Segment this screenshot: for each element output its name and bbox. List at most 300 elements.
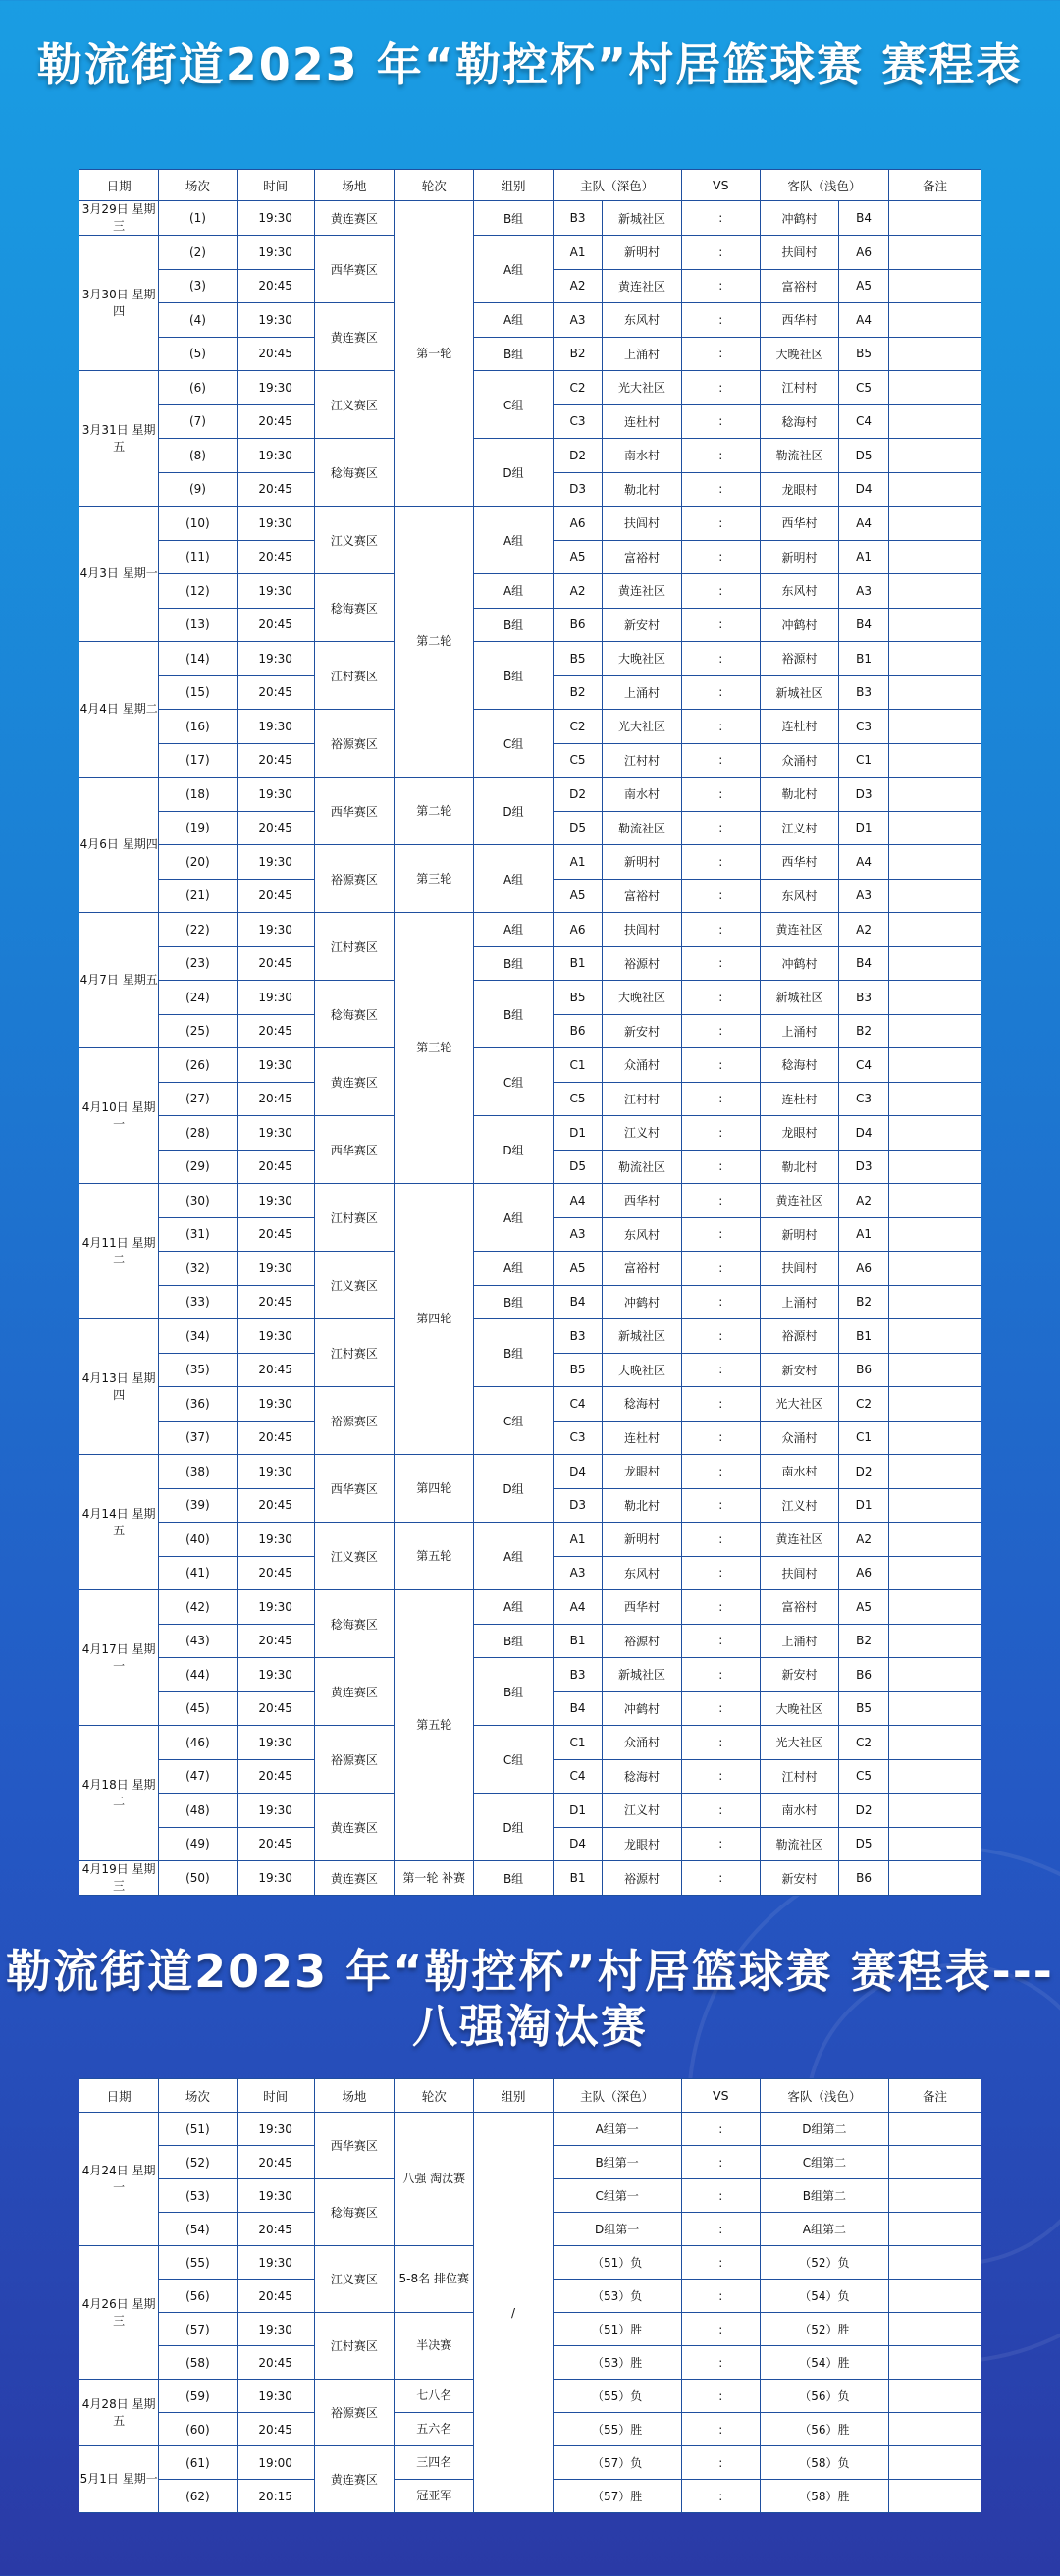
home-team: （51）负	[553, 2246, 681, 2280]
away-team-code: C4	[839, 1048, 889, 1083]
round-cell: 三四名	[395, 2446, 474, 2480]
remarks-cell	[888, 2313, 980, 2346]
col-header-home: 主队（深色）	[553, 2079, 681, 2113]
away-team-name: 裕源村	[760, 1319, 838, 1354]
match-time: 19:30	[237, 371, 314, 405]
away-team-name: 勒北村	[760, 1150, 838, 1184]
home-team-name: 裕源村	[603, 946, 681, 981]
home-team-name: 西华村	[603, 1590, 681, 1625]
match-number: (7)	[159, 404, 237, 439]
match-time: 19:30	[237, 2313, 314, 2346]
away-team-code: C5	[839, 371, 889, 405]
home-team-code: B2	[553, 337, 603, 371]
group-cell: C组	[474, 1726, 553, 1794]
remarks-cell	[888, 574, 980, 609]
match-number: (22)	[159, 913, 237, 947]
home-team-code: D4	[553, 1827, 603, 1861]
away-team-name: 西华村	[760, 303, 838, 338]
vs-separator: :	[681, 2213, 760, 2246]
vs-separator: :	[681, 201, 760, 236]
group-cell: D组	[474, 1116, 553, 1184]
page-title: 勒流街道2023 年“勒控杯”村居篮球赛 赛程表	[36, 38, 1024, 91]
home-team-name: 新安村	[603, 1014, 681, 1048]
table-row	[80, 1387, 981, 1422]
group-cell: B组	[474, 1319, 553, 1387]
col-header-time: 时间	[237, 170, 314, 201]
vs-separator: :	[681, 1556, 760, 1590]
table-row	[80, 1048, 981, 1083]
knockout-title: 勒流街道2023 年“勒控杯”村居篮球赛 赛程表---八强淘汰赛	[6, 1945, 1054, 2053]
remarks-cell	[888, 1116, 980, 1151]
match-time: 20:45	[237, 1759, 314, 1794]
table-row	[80, 337, 981, 371]
col-header-remarks: 备注	[888, 2079, 980, 2113]
venue-cell: 稔海赛区	[314, 981, 394, 1048]
col-header-round: 轮次	[395, 170, 474, 201]
match-time: 19:30	[237, 574, 314, 609]
remarks-cell	[888, 1827, 980, 1861]
remarks-cell	[888, 1726, 980, 1760]
away-team-name: 西华村	[760, 845, 838, 880]
home-team-name: 上涌村	[603, 675, 681, 710]
vs-separator: :	[681, 913, 760, 947]
away-team-name: 黄连社区	[760, 1184, 838, 1218]
group-cell: B组	[474, 1861, 553, 1896]
remarks-cell	[888, 879, 980, 913]
remarks-cell	[888, 439, 980, 473]
away-team-name: 勒北村	[760, 778, 838, 812]
vs-separator: :	[681, 1658, 760, 1692]
remarks-cell	[888, 2413, 980, 2446]
match-time: 19:30	[237, 1387, 314, 1422]
home-team-name: 扶闾村	[603, 507, 681, 541]
table-row	[80, 1319, 981, 1354]
home-team-name: 新明村	[603, 845, 681, 880]
group-cell: B组	[474, 201, 553, 236]
venue-cell: 西华赛区	[314, 2113, 394, 2179]
match-number: (40)	[159, 1523, 237, 1557]
away-team-name: 连杜村	[760, 1082, 838, 1116]
away-team-name: 西华村	[760, 507, 838, 541]
match-time: 19:30	[237, 439, 314, 473]
away-team-code: D4	[839, 472, 889, 507]
date-cell: 4月26日 星期三	[80, 2246, 159, 2380]
match-time: 19:30	[237, 1184, 314, 1218]
venue-cell: 江义赛区	[314, 2246, 394, 2313]
group-cell: B组	[474, 981, 553, 1048]
match-time: 19:30	[237, 1523, 314, 1557]
table-row	[80, 2113, 981, 2146]
home-team: （57）胜	[553, 2480, 681, 2513]
remarks-cell	[888, 1759, 980, 1794]
match-number: (43)	[159, 1624, 237, 1658]
match-time: 20:45	[237, 2280, 314, 2313]
venue-cell: 黄连赛区	[314, 2446, 394, 2513]
group-cell: D组	[474, 1455, 553, 1523]
away-team-name: 龙眼村	[760, 1116, 838, 1151]
vs-separator: :	[681, 1759, 760, 1794]
home-team-code: B6	[553, 608, 603, 642]
away-team-name: 新明村	[760, 540, 838, 574]
match-time: 20:45	[237, 337, 314, 371]
home-team-code: A4	[553, 1184, 603, 1218]
remarks-cell	[888, 2446, 980, 2480]
home-team-name: 勒北村	[603, 472, 681, 507]
vs-separator: :	[681, 642, 760, 676]
vs-separator: :	[681, 2179, 760, 2213]
vs-separator: :	[681, 2380, 760, 2413]
vs-separator: :	[681, 303, 760, 338]
match-number: (44)	[159, 1658, 237, 1692]
home-team-code: B6	[553, 1014, 603, 1048]
away-team-code: B5	[839, 1691, 889, 1726]
match-number: (20)	[159, 845, 237, 880]
home-team-name: 东风村	[603, 1217, 681, 1252]
home-team: D组第一	[553, 2213, 681, 2246]
home-team-code: B5	[553, 1353, 603, 1387]
match-number: (36)	[159, 1387, 237, 1422]
match-time: 20:45	[237, 2146, 314, 2179]
col-header-away: 客队（浅色）	[760, 170, 888, 201]
match-time: 19:30	[237, 2113, 314, 2146]
away-team-name: 扶闾村	[760, 1556, 838, 1590]
match-number: (10)	[159, 507, 237, 541]
remarks-cell	[888, 1252, 980, 1286]
home-team-name: 富裕村	[603, 879, 681, 913]
home-team-name: 冲鹤村	[603, 1691, 681, 1726]
remarks-cell	[888, 1014, 980, 1048]
away-team-name: 龙眼村	[760, 472, 838, 507]
home-team-name: 大晚社区	[603, 1353, 681, 1387]
match-time: 19:30	[237, 1319, 314, 1354]
home-team-name: 连杜村	[603, 404, 681, 439]
away-team-code: B5	[839, 337, 889, 371]
match-time: 19:30	[237, 981, 314, 1015]
home-team-name: 东风村	[603, 303, 681, 338]
table-row	[80, 371, 981, 405]
match-number: (6)	[159, 371, 237, 405]
home-team-name: 新城社区	[603, 201, 681, 236]
home-team-name: 南水村	[603, 439, 681, 473]
home-team-code: B5	[553, 642, 603, 676]
match-time: 19:30	[237, 2380, 314, 2413]
home-team-code: C4	[553, 1759, 603, 1794]
table-row	[80, 608, 981, 642]
group-stage-schedule-table	[79, 169, 981, 1896]
group-cell: B组	[474, 1285, 553, 1319]
match-time: 20:45	[237, 1353, 314, 1387]
vs-separator: :	[681, 2246, 760, 2280]
group-cell: C组	[474, 1387, 553, 1455]
home-team-name: 西华村	[603, 1184, 681, 1218]
col-header-date: 日期	[80, 170, 159, 201]
match-number: (17)	[159, 743, 237, 778]
vs-separator: :	[681, 675, 760, 710]
table-header-row	[80, 2079, 981, 2113]
remarks-cell	[888, 1048, 980, 1083]
date-cell: 4月19日 星期三	[80, 1861, 159, 1896]
away-team-code: C4	[839, 404, 889, 439]
away-team: D组第二	[760, 2113, 888, 2146]
round-cell: 第二轮	[395, 507, 474, 778]
match-time: 19:30	[237, 2179, 314, 2213]
away-team-code: A2	[839, 913, 889, 947]
away-team: （54）胜	[760, 2346, 888, 2380]
match-number: (37)	[159, 1421, 237, 1455]
col-header-vs: VS	[681, 2079, 760, 2113]
match-time: 20:45	[237, 1827, 314, 1861]
group-cell: B组	[474, 642, 553, 710]
home-team-name: 新安村	[603, 608, 681, 642]
table-row	[80, 710, 981, 744]
table-row	[80, 1726, 981, 1760]
match-number: (58)	[159, 2346, 237, 2380]
vs-separator: :	[681, 981, 760, 1015]
away-team-name: 上涌村	[760, 1285, 838, 1319]
remarks-cell	[888, 337, 980, 371]
away-team-code: B2	[839, 1285, 889, 1319]
remarks-cell	[888, 2179, 980, 2213]
remarks-cell	[888, 2280, 980, 2313]
venue-cell: 裕源赛区	[314, 710, 394, 778]
away-team-code: D3	[839, 1150, 889, 1184]
away-team-name: 东风村	[760, 879, 838, 913]
date-cell: 3月31日 星期五	[80, 371, 159, 507]
remarks-cell	[888, 946, 980, 981]
away-team-name: 新城社区	[760, 675, 838, 710]
remarks-cell	[888, 2346, 980, 2380]
match-time: 19:30	[237, 1794, 314, 1828]
away-team-code: A2	[839, 1184, 889, 1218]
away-team-name: 江村村	[760, 1759, 838, 1794]
home-team-code: A2	[553, 269, 603, 303]
home-team-code: B4	[553, 1285, 603, 1319]
away-team-code: A2	[839, 1523, 889, 1557]
vs-separator: :	[681, 2446, 760, 2480]
table-row	[80, 1794, 981, 1828]
group-cell: A组	[474, 845, 553, 913]
vs-separator: :	[681, 1861, 760, 1896]
home-team-name: 稔海村	[603, 1759, 681, 1794]
match-number: (35)	[159, 1353, 237, 1387]
match-number: (59)	[159, 2380, 237, 2413]
remarks-cell	[888, 1353, 980, 1387]
vs-separator: :	[681, 269, 760, 303]
venue-cell: 江义赛区	[314, 507, 394, 574]
match-time: 20:45	[237, 1421, 314, 1455]
table-row	[80, 201, 981, 236]
table-row	[80, 1184, 981, 1218]
match-number: (42)	[159, 1590, 237, 1625]
remarks-cell	[888, 1319, 980, 1354]
round-cell: 第四轮	[395, 1184, 474, 1455]
table-row	[80, 236, 981, 270]
away-team-name: 新安村	[760, 1861, 838, 1896]
round-cell: 第二轮	[395, 778, 474, 845]
date-cell: 3月29日 星期三	[80, 201, 159, 236]
vs-separator: :	[681, 472, 760, 507]
home-team-name: 江义村	[603, 1794, 681, 1828]
home-team-name: 大晚社区	[603, 981, 681, 1015]
match-number: (2)	[159, 236, 237, 270]
away-team-code: A6	[839, 1556, 889, 1590]
away-team-name: 黄连社区	[760, 1523, 838, 1557]
home-team-code: D2	[553, 778, 603, 812]
remarks-cell	[888, 2213, 980, 2246]
group-cell: A组	[474, 507, 553, 574]
vs-separator: :	[681, 1014, 760, 1048]
away-team: （58）胜	[760, 2480, 888, 2513]
remarks-cell	[888, 1285, 980, 1319]
remarks-cell	[888, 2246, 980, 2280]
away-team-name: 扶闾村	[760, 1252, 838, 1286]
date-cell: 4月28日 星期五	[80, 2380, 159, 2446]
vs-separator: :	[681, 2346, 760, 2380]
match-number: (12)	[159, 574, 237, 609]
vs-separator: :	[681, 1794, 760, 1828]
table-row	[80, 439, 981, 473]
round-cell: 第一轮 补赛	[395, 1861, 474, 1896]
home-team-code: C5	[553, 743, 603, 778]
home-team-name: 富裕村	[603, 1252, 681, 1286]
home-team-name: 众涌村	[603, 1048, 681, 1083]
venue-cell: 黄连赛区	[314, 1658, 394, 1726]
date-cell: 4月10日 星期一	[80, 1048, 159, 1184]
home-team-code: D5	[553, 1150, 603, 1184]
match-number: (18)	[159, 778, 237, 812]
remarks-cell	[888, 1523, 980, 1557]
home-team-code: A5	[553, 879, 603, 913]
match-time: 20:45	[237, 1217, 314, 1252]
home-team-code: D2	[553, 439, 603, 473]
remarks-cell	[888, 1794, 980, 1828]
match-number: (53)	[159, 2179, 237, 2213]
group-cell: B组	[474, 337, 553, 371]
vs-separator: :	[681, 811, 760, 845]
match-number: (16)	[159, 710, 237, 744]
date-cell: 4月17日 星期一	[80, 1590, 159, 1726]
match-time: 20:45	[237, 2213, 314, 2246]
group-cell: C组	[474, 710, 553, 778]
vs-separator: :	[681, 1353, 760, 1387]
match-number: (26)	[159, 1048, 237, 1083]
home-team-code: C1	[553, 1726, 603, 1760]
vs-separator: :	[681, 439, 760, 473]
away-team-name: 光大社区	[760, 1726, 838, 1760]
home-team-code: D3	[553, 472, 603, 507]
home-team-code: A3	[553, 303, 603, 338]
venue-cell: 江村赛区	[314, 1184, 394, 1252]
home-team-name: 新明村	[603, 1523, 681, 1557]
match-time: 19:00	[237, 2446, 314, 2480]
match-time: 19:30	[237, 1590, 314, 1625]
home-team-code: A3	[553, 1556, 603, 1590]
remarks-cell	[888, 2380, 980, 2413]
venue-cell: 江义赛区	[314, 1252, 394, 1319]
match-time: 19:30	[237, 913, 314, 947]
match-time: 20:45	[237, 879, 314, 913]
home-team-code: A5	[553, 1252, 603, 1286]
away-team-name: 上涌村	[760, 1014, 838, 1048]
match-number: (49)	[159, 1827, 237, 1861]
match-time: 20:45	[237, 946, 314, 981]
match-number: (54)	[159, 2213, 237, 2246]
home-team-code: C1	[553, 1048, 603, 1083]
col-header-away: 客队（浅色）	[760, 2079, 888, 2113]
home-team: （55）负	[553, 2380, 681, 2413]
remarks-cell	[888, 845, 980, 880]
date-cell: 3月30日 星期四	[80, 236, 159, 371]
away-team-code: D5	[839, 439, 889, 473]
match-number: (9)	[159, 472, 237, 507]
match-number: (31)	[159, 1217, 237, 1252]
group-cell: B组	[474, 1658, 553, 1726]
remarks-cell	[888, 1658, 980, 1692]
match-time: 20:45	[237, 269, 314, 303]
vs-separator: :	[681, 778, 760, 812]
remarks-cell	[888, 1217, 980, 1252]
match-time: 20:45	[237, 1488, 314, 1523]
match-number: (24)	[159, 981, 237, 1015]
group-cell: A组	[474, 1184, 553, 1252]
vs-separator: :	[681, 743, 760, 778]
vs-separator: :	[681, 608, 760, 642]
match-time: 19:30	[237, 1116, 314, 1151]
home-team-name: 龙眼村	[603, 1455, 681, 1489]
group-cell: B组	[474, 1624, 553, 1658]
match-number: (62)	[159, 2480, 237, 2513]
home-team-code: A5	[553, 540, 603, 574]
home-team-name: 上涌村	[603, 337, 681, 371]
away-team-code: C3	[839, 710, 889, 744]
away-team-name: 大晚社区	[760, 1691, 838, 1726]
vs-separator: :	[681, 404, 760, 439]
away-team-name: 富裕村	[760, 1590, 838, 1625]
away-team-code: C2	[839, 1726, 889, 1760]
away-team-code: D3	[839, 778, 889, 812]
table-row	[80, 1523, 981, 1557]
round-cell: 5-8名 排位赛	[395, 2246, 474, 2313]
away-team-name: 新安村	[760, 1658, 838, 1692]
match-number: (46)	[159, 1726, 237, 1760]
match-number: (14)	[159, 642, 237, 676]
knockout-schedule-table	[79, 2078, 981, 2513]
home-team-code: D4	[553, 1455, 603, 1489]
home-team-name: 裕源村	[603, 1624, 681, 1658]
table-row	[80, 1624, 981, 1658]
table-header-row	[80, 170, 981, 201]
remarks-cell	[888, 269, 980, 303]
home-team-name: 新城社区	[603, 1658, 681, 1692]
col-header-vs: VS	[681, 170, 760, 201]
vs-separator: :	[681, 236, 760, 270]
away-team-code: D5	[839, 1827, 889, 1861]
col-header-group: 组别	[474, 170, 553, 201]
match-number: (27)	[159, 1082, 237, 1116]
vs-separator: :	[681, 1150, 760, 1184]
venue-cell: 江村赛区	[314, 1319, 394, 1387]
home-team-code: C2	[553, 371, 603, 405]
match-time: 19:30	[237, 201, 314, 236]
home-team-code: B1	[553, 946, 603, 981]
table-row	[80, 1252, 981, 1286]
round-cell: 第五轮	[395, 1523, 474, 1590]
home-team-name: 江义村	[603, 1116, 681, 1151]
away-team: （54）负	[760, 2280, 888, 2313]
match-time: 20:45	[237, 1285, 314, 1319]
match-time: 20:45	[237, 675, 314, 710]
match-number: (51)	[159, 2113, 237, 2146]
